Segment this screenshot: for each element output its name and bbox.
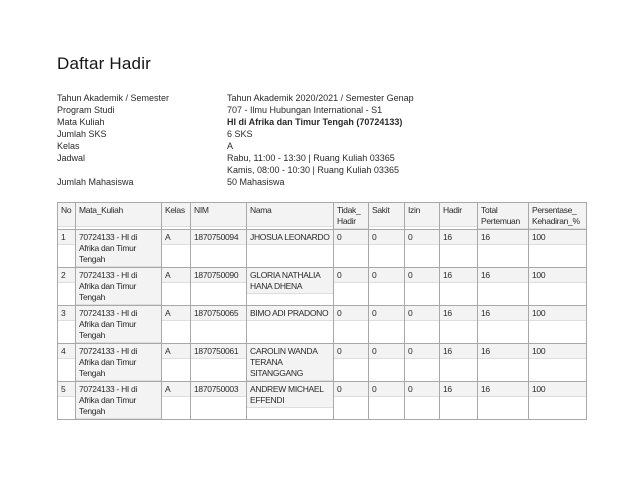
cell-value: 5 bbox=[58, 382, 75, 397]
meta-label: Jadwal bbox=[57, 153, 86, 163]
col-header-no bbox=[58, 203, 76, 230]
cell-value: 1870750094 bbox=[191, 230, 246, 245]
cell-kelas bbox=[162, 306, 191, 344]
meta-value: Tahun Akademik 2020/2021 / Semester Genap bbox=[227, 93, 414, 103]
meta-row-jumlah-sks bbox=[57, 128, 414, 140]
cell-persentase-kehadiran bbox=[529, 230, 587, 268]
cell-nim bbox=[191, 382, 247, 420]
meta-label: Jumlah Mahasiswa bbox=[57, 177, 134, 187]
cell-nim bbox=[191, 230, 247, 268]
meta-value: 707 - Ilmu Hubungan International - S1 bbox=[227, 105, 383, 115]
meta-label: Tahun Akademik / Semester bbox=[57, 93, 170, 103]
meta-value-course-bold: HI di Afrika dan Timur Tengah (70724133) bbox=[227, 117, 403, 127]
page-title: Daftar Hadir bbox=[57, 54, 152, 73]
cell-value: 16 bbox=[440, 344, 477, 359]
cell-value: A bbox=[162, 268, 190, 283]
cell-sakit bbox=[369, 268, 405, 306]
cell-persentase-kehadiran bbox=[529, 382, 587, 420]
col-header-total-pertemuan bbox=[478, 203, 529, 230]
cell-value: 4 bbox=[58, 344, 75, 359]
table-row bbox=[58, 344, 587, 382]
col-header-label: Mata_Kuliah bbox=[76, 203, 161, 227]
cell-nama bbox=[247, 382, 334, 420]
cell-tidak-hadir bbox=[334, 268, 369, 306]
cell-value: 1870750061 bbox=[191, 344, 246, 359]
attendance-table bbox=[57, 202, 587, 420]
cell-value: 70724133 - HI di Afrika dan Timur Tengah bbox=[76, 268, 161, 305]
meta-label: Jumlah SKS bbox=[57, 129, 107, 139]
cell-value: 0 bbox=[334, 306, 368, 321]
cell-nim bbox=[191, 306, 247, 344]
col-header-mata-kuliah bbox=[76, 203, 162, 230]
cell-value: 0 bbox=[405, 230, 439, 245]
meta-row-mata-kuliah bbox=[57, 116, 414, 128]
cell-value: 100 bbox=[529, 268, 586, 283]
cell-hadir bbox=[440, 268, 478, 306]
cell-value: 16 bbox=[478, 230, 528, 245]
cell-mata-kuliah bbox=[76, 344, 162, 382]
cell-mata-kuliah bbox=[76, 306, 162, 344]
cell-value: A bbox=[162, 306, 190, 321]
col-header-label: Izin bbox=[405, 203, 439, 227]
cell-value: 100 bbox=[529, 382, 586, 397]
cell-value: BIMO ADI PRADONO bbox=[247, 306, 333, 321]
col-header-izin bbox=[405, 203, 440, 230]
cell-value: 16 bbox=[440, 230, 477, 245]
cell-value: 0 bbox=[369, 306, 404, 321]
cell-nama bbox=[247, 306, 334, 344]
cell-total-pertemuan bbox=[478, 344, 529, 382]
cell-value: 0 bbox=[369, 268, 404, 283]
table-row bbox=[58, 306, 587, 344]
cell-no bbox=[58, 382, 76, 420]
col-header-label: Hadir bbox=[440, 203, 477, 227]
cell-value: 1870750065 bbox=[191, 306, 246, 321]
cell-tidak-hadir bbox=[334, 230, 369, 268]
cell-nim bbox=[191, 268, 247, 306]
cell-value: 70724133 - HI di Afrika dan Timur Tengah bbox=[76, 306, 161, 343]
cell-nama bbox=[247, 268, 334, 306]
cell-value: A bbox=[162, 230, 190, 245]
cell-value: 16 bbox=[478, 268, 528, 283]
cell-value: 0 bbox=[369, 382, 404, 397]
col-header-kelas bbox=[162, 203, 191, 230]
meta-value: Kamis, 08:00 - 10:30 | Ruang Kuliah 03365 bbox=[227, 165, 399, 175]
cell-hadir bbox=[440, 230, 478, 268]
cell-value: 70724133 - HI di Afrika dan Timur Tengah bbox=[76, 344, 161, 381]
cell-nama bbox=[247, 344, 334, 382]
cell-value: 70724133 - HI di Afrika dan Timur Tengah bbox=[76, 230, 161, 267]
cell-kelas bbox=[162, 230, 191, 268]
cell-value: 0 bbox=[334, 344, 368, 359]
table-row bbox=[58, 268, 587, 306]
cell-value: 0 bbox=[405, 344, 439, 359]
col-header-hadir bbox=[440, 203, 478, 230]
col-header-label: Kelas bbox=[162, 203, 190, 227]
meta-row-jadwal-line2 bbox=[57, 164, 414, 176]
meta-row-jadwal bbox=[57, 152, 414, 164]
table-header-row bbox=[58, 203, 587, 230]
meta-value: 50 Mahasiswa bbox=[227, 177, 285, 187]
cell-value: 0 bbox=[405, 268, 439, 283]
cell-value: 100 bbox=[529, 306, 586, 321]
meta-label: Program Studi bbox=[57, 105, 115, 115]
meta-row-tahun-akademik bbox=[57, 92, 414, 104]
col-header-tidak-hadir bbox=[334, 203, 369, 230]
col-header-label: No bbox=[58, 203, 75, 227]
cell-no bbox=[58, 306, 76, 344]
col-header-label: Nama bbox=[247, 203, 333, 227]
col-header-label: Tidak_ Hadir bbox=[334, 203, 368, 229]
cell-no bbox=[58, 230, 76, 268]
cell-value: 100 bbox=[529, 344, 586, 359]
cell-value: 0 bbox=[334, 230, 368, 245]
col-header-label: Total Pertemuan bbox=[478, 203, 528, 229]
cell-izin bbox=[405, 382, 440, 420]
cell-kelas bbox=[162, 268, 191, 306]
cell-value: 0 bbox=[405, 306, 439, 321]
cell-total-pertemuan bbox=[478, 268, 529, 306]
cell-value: 0 bbox=[369, 230, 404, 245]
cell-value: A bbox=[162, 382, 190, 397]
meta-value: 6 SKS bbox=[227, 129, 253, 139]
cell-izin bbox=[405, 268, 440, 306]
cell-total-pertemuan bbox=[478, 230, 529, 268]
cell-hadir bbox=[440, 344, 478, 382]
cell-kelas bbox=[162, 382, 191, 420]
cell-tidak-hadir bbox=[334, 306, 369, 344]
cell-sakit bbox=[369, 382, 405, 420]
cell-value: 16 bbox=[478, 306, 528, 321]
col-header-persentase-kehadiran bbox=[529, 203, 587, 230]
meta-value: A bbox=[227, 141, 234, 151]
cell-tidak-hadir bbox=[334, 382, 369, 420]
table-row bbox=[58, 230, 587, 268]
cell-value: 16 bbox=[478, 344, 528, 359]
cell-value: 16 bbox=[440, 306, 477, 321]
cell-kelas bbox=[162, 344, 191, 382]
table-row bbox=[58, 382, 587, 420]
cell-mata-kuliah bbox=[76, 230, 162, 268]
meta-row-program-studi bbox=[57, 104, 414, 116]
cell-no bbox=[58, 344, 76, 382]
cell-value: 0 bbox=[334, 268, 368, 283]
cell-nama bbox=[247, 230, 334, 268]
cell-sakit bbox=[369, 306, 405, 344]
meta-label: Mata Kuliah bbox=[57, 117, 105, 127]
cell-izin bbox=[405, 306, 440, 344]
meta-label bbox=[57, 164, 227, 176]
cell-value: 0 bbox=[405, 382, 439, 397]
cell-value: 16 bbox=[478, 382, 528, 397]
cell-value: 16 bbox=[440, 268, 477, 283]
cell-persentase-kehadiran bbox=[529, 268, 587, 306]
cell-izin bbox=[405, 230, 440, 268]
cell-hadir bbox=[440, 382, 478, 420]
col-header-nama bbox=[247, 203, 334, 230]
cell-value: 0 bbox=[369, 344, 404, 359]
meta-value: Rabu, 11:00 - 13:30 | Ruang Kuliah 03365 bbox=[227, 153, 395, 163]
cell-tidak-hadir bbox=[334, 344, 369, 382]
col-header-sakit bbox=[369, 203, 405, 230]
cell-value: 0 bbox=[334, 382, 368, 397]
course-info bbox=[57, 92, 414, 188]
cell-value: 70724133 - HI di Afrika dan Timur Tengah bbox=[76, 382, 161, 419]
cell-persentase-kehadiran bbox=[529, 306, 587, 344]
col-header-nim bbox=[191, 203, 247, 230]
cell-value: 3 bbox=[58, 306, 75, 321]
cell-value: 100 bbox=[529, 230, 586, 245]
cell-sakit bbox=[369, 344, 405, 382]
cell-no bbox=[58, 268, 76, 306]
cell-value: 1870750090 bbox=[191, 268, 246, 283]
cell-mata-kuliah bbox=[76, 268, 162, 306]
meta-row-jumlah-mahasiswa bbox=[57, 176, 414, 188]
col-header-label: NIM bbox=[191, 203, 246, 227]
cell-value: 1 bbox=[58, 230, 75, 245]
cell-izin bbox=[405, 344, 440, 382]
col-header-label: Persentase_ Kehadiran_% bbox=[529, 203, 586, 229]
cell-value: 16 bbox=[440, 382, 477, 397]
cell-value: JHOSUA LEONARDO bbox=[247, 230, 333, 245]
cell-value: ANDREW MICHAEL EFFENDI bbox=[247, 382, 333, 408]
col-header-label: Sakit bbox=[369, 203, 404, 227]
cell-value: 1870750003 bbox=[191, 382, 246, 397]
cell-mata-kuliah bbox=[76, 382, 162, 420]
meta-row-kelas bbox=[57, 140, 414, 152]
cell-persentase-kehadiran bbox=[529, 344, 587, 382]
cell-total-pertemuan bbox=[478, 306, 529, 344]
meta-label: Kelas bbox=[57, 141, 80, 151]
cell-total-pertemuan bbox=[478, 382, 529, 420]
cell-sakit bbox=[369, 230, 405, 268]
cell-nim bbox=[191, 344, 247, 382]
cell-hadir bbox=[440, 306, 478, 344]
cell-value: GLORIA NATHALIA HANA DHENA bbox=[247, 268, 333, 294]
cell-value: A bbox=[162, 344, 190, 359]
cell-value: 2 bbox=[58, 268, 75, 283]
cell-value: CAROLIN WANDA TERANA SITANGGANG bbox=[247, 344, 333, 381]
